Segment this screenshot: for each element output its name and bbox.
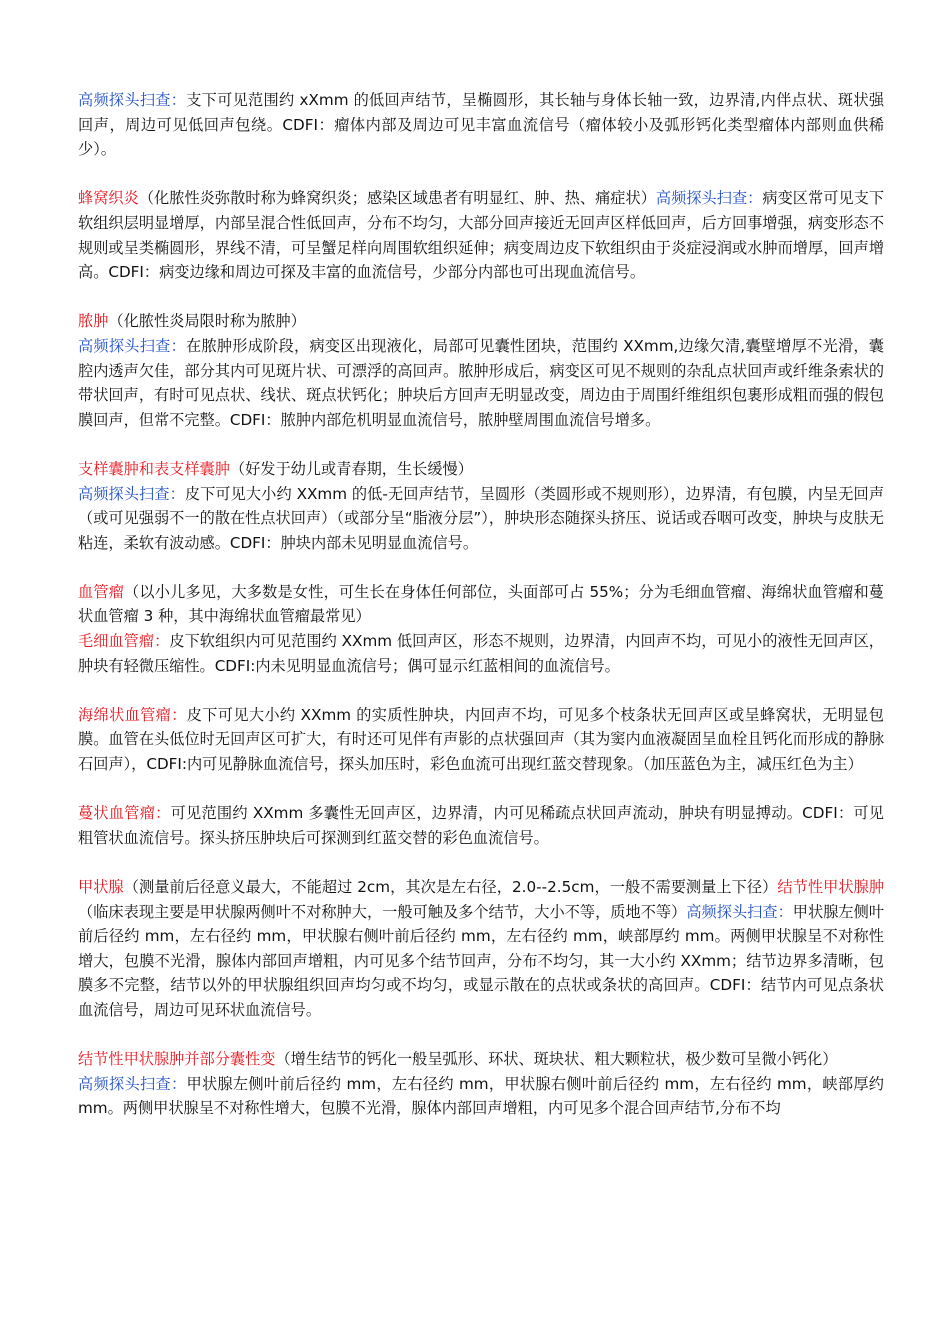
paragraph-text: 可见范围约 XXmm 多囊性无回声区，边界清，内可见稀疏点状回声流动，肿块有明显搏动。CDFI：可见粗管状血流信号。探头挤压肿块后可探测到红蓝交替的彩色血流信号。 (78, 804, 884, 847)
section-title: 蔓状血管瘤： (78, 804, 171, 823)
section-note: （化脓性炎局限时称为脓肿） (108, 312, 306, 331)
section-title: 海绵状血管瘤： (78, 705, 187, 724)
paragraph-text: 在脓肿形成阶段，病变区出现液化，局部可见囊性团块，范围约 XXmm,边缘欠清,囊壁增厚不光滑，囊腔内透声欠佳，部分其内可见斑片状、可漂浮的高回声。脓肿形成后，病变区可见不规则的杂乱点状回声或纤维条索状的带状回声，有时可见点状、线状、斑点状钙化；肿块后方回声无明显改变，周边由于周围纤维组织包裹形成粗而强的假包膜回声，但常不完整。CDFI：脓肿内部危机明显血流信号，脓肿壁周围血流信号增多。 (78, 336, 884, 429)
paragraph-text: 皮下可见大小约 XXmm 的实质性肿块，内回声不均，可见多个枝条状无回声区或呈蜂窝状，无明显包膜。血管在头低位时无回声区可扩大，有时还可见伴有声影的点状强回声（其为窦内血液凝固呈血栓且钙化而形成的静脉石回声），CDFI:内可见静脉血流信号，探头加压时，彩色血流可出现红蓝交替现象。（加压蓝色为主，减压红色为主） (78, 705, 884, 774)
section-subtitle: 结节性甲状腺肿 (777, 878, 885, 896)
paragraph-lipoma (78, 88, 884, 162)
section-title: 脓肿 (78, 312, 109, 331)
scan-label: 高频探头扫查： (655, 189, 763, 208)
paragraph-hemangioma (78, 580, 884, 678)
section-note: （增生结节的钙化一般呈弧形、环状、斑块状、粗大颗粒状，极少数可呈微小钙化） (275, 1050, 838, 1069)
scan-label: 高频探头扫查： (78, 91, 187, 109)
section-heading (78, 309, 884, 334)
paragraph-text: 支下可见范围约 xXmm 的低回声结节，呈椭圆形，其长轴与身体长轴一致，边界清,内伴点状、斑状强回声，周边可见低回声包绕。CDFI：瘤体内部及周边可见丰富血流信号（瘤体较小及弧形钙化类型瘤体内部则血供稀少）。 (78, 91, 885, 159)
paragraph-text: 皮下可见大小约 XXmm 的低-无回声结节，呈圆形（类圆形或不规则形），边界清，有包膜，内呈无回声（或可见强弱不一的散在性点状回声）（或部分呈“脂液分层”），肿块形态随探头挤压、说话或吞咽可改变，肿块与皮肤无粘连，柔软有波动感。CDFI：肿块内部未见明显血流信号。 (78, 484, 885, 552)
section-heading (78, 580, 884, 629)
section-note: （好发于幼儿或青春期，生长缓慢） (229, 459, 473, 478)
section-note: （以小儿多见，大多数是女性，可生长在身体任何部位，头面部可占 55%；分为毛细血管瘤、海绵状血管瘤和蔓状血管瘤 3 种，其中海绵状血管瘤最常见） (78, 582, 884, 626)
section-title: 血管瘤 (78, 582, 125, 601)
document-page (78, 88, 884, 1121)
scan-label: 高频探头扫查： (686, 902, 793, 921)
scan-label: 高频探头扫查： (78, 336, 187, 355)
section-title: 甲状腺 (78, 878, 124, 896)
paragraph-cavernous-hemangioma (78, 703, 884, 777)
scan-label: 毛细血管瘤： (78, 632, 170, 651)
paragraph-thyroid (78, 875, 884, 1023)
section-note: （测量前后径意义最大，不能超过 2cm，其次是左右径，2.0--2.5cm，一般不需要测量上下径） (123, 878, 778, 896)
paragraph-abscess (78, 309, 884, 432)
section-note: （化脓性炎弥散时称为蜂窝织炎；感染区域患者有明显红、肿、热、痛症状） (138, 189, 656, 208)
section-heading (78, 457, 884, 482)
scan-label: 高频探头扫查： (78, 1074, 187, 1093)
paragraph-racemose-hemangioma (78, 801, 884, 850)
section-title: 蜂窝织炎 (78, 189, 139, 208)
section-heading (78, 1047, 884, 1072)
paragraph-text: 皮下软组织内可见范围约 XXmm 低回声区，形态不规则，边界清，内回声不均，可见小的液性无回声区，肿块有轻微压缩性。CDFI:内未见明显血流信号；偶可显示红蓝相间的血流信号。 (78, 632, 884, 675)
scan-label: 高频探头扫查： (78, 484, 185, 503)
paragraph-cyst (78, 457, 884, 555)
paragraph-text: 甲状腺左侧叶前后径约 mm，左右径约 mm，甲状腺右侧叶前后径约 mm，左右径约 mm，峡部厚约 mm。两侧甲状腺呈不对称性增大，包膜不光滑，腺体内部回声增粗，内可见多个结节回声，分布不均匀，其一大小约 XXmm；结节边界多清晰，包膜多不完整，结节以外的甲状腺组织回声均匀或不均匀，或显示散在的点状或条状的高回声。CDFI：结节内可见点条状血流信号，周边可见环状血流信号。 (78, 902, 885, 1019)
section-title: 支样囊肿和表支样囊肿 (78, 459, 230, 478)
paragraph-nodular-goiter-cystic (78, 1047, 884, 1121)
paragraph-cellulitis (78, 186, 884, 284)
paragraph-text: 甲状腺左侧叶前后径约 mm，左右径约 mm，甲状腺右侧叶前后径约 mm，左右径约 mm，峡部厚约 mm。两侧甲状腺呈不对称性增大，包膜不光滑，腺体内部回声增粗，内可见多个混合回声结节,分布不均 (78, 1074, 884, 1118)
paragraph-text: 病变区常可见支下软组织层明显增厚，内部呈混合性低回声，分布不均匀，大部分回声接近无回声区样低回声，后方回事增强，病变形态不规则或呈类椭圆形，界线不清，可呈蟹足样向周围软组织延伸；病变周边皮下软组织由于炎症浸润或水肿而增厚，回声增高。CDFI：病变边缘和周边可探及丰富的血流信号，少部分内部也可出现血流信号。 (78, 189, 885, 282)
section-note: （临床表现主要是甲状腺两侧叶不对称肿大，一般可触及多个结节，大小不等，质地不等） (78, 902, 687, 921)
section-title: 结节性甲状腺肿并部分囊性变 (78, 1050, 276, 1069)
